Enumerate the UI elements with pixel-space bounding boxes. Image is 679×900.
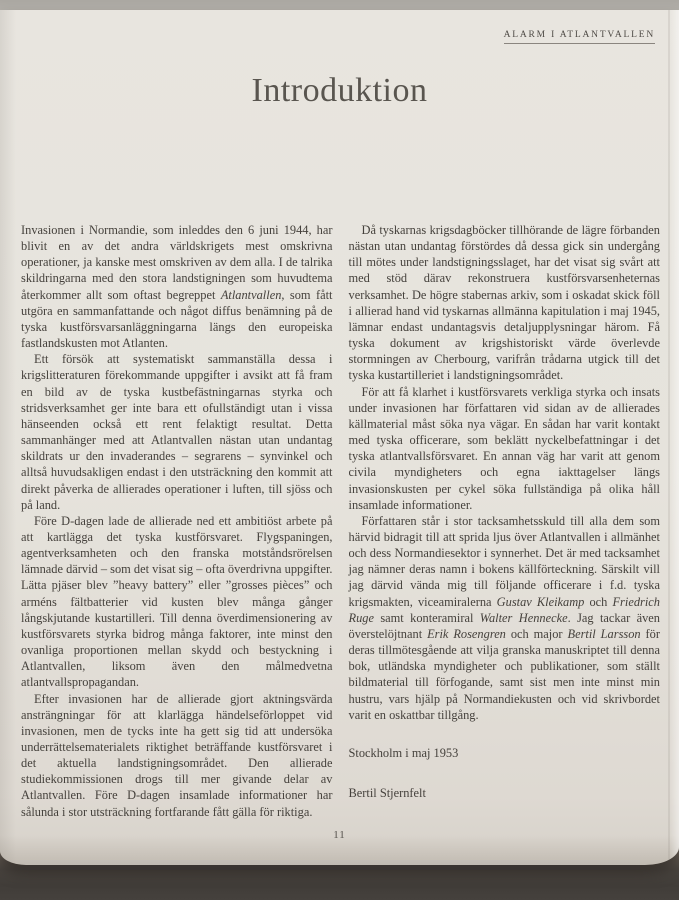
- text-run: och: [584, 594, 613, 609]
- text-run: Invasionen i Normandie, som inleddes den 6 juni 1944, har blivit en av det andra världskrigets mest omskrivna operationer, ja kanske mest omskriven av dem alla. I de talrika skildringarna med den stora landstigningen som huvudtema återkommer allt som oftast begreppet: [21, 223, 333, 302]
- text-run: För att få klarhet i kustförsvarets verkliga styrka och insats under invasionen har författaren vid sidan av de allierades källmaterial måst söka nya vägar. En sådan har varit kontakt med tyska officerare, som beklätt nyckelbefattningar i det tyska atlantvallsförsvaret. En annan väg har varit att genom civila myndigheters och egna iakttagelser längs invasionskusten per cykel söka fullständiga på olika håll insamlade informationer.: [348, 384, 660, 512]
- italic-text-run: Erik Rosengren: [427, 626, 506, 641]
- running-head: ALARM I ATLANTVALLEN: [504, 30, 655, 44]
- italic-text-run: Friedrich Ruge: [348, 594, 660, 625]
- italic-text-run: Walter Hennecke: [479, 610, 568, 625]
- right-column: [349, 222, 661, 820]
- book-page: [0, 10, 679, 865]
- paragraph: [21, 351, 333, 513]
- paragraph: [21, 691, 333, 820]
- signature: Bertil Stjernfelt: [348, 786, 426, 800]
- text-run: och major: [505, 626, 568, 641]
- text-columns: [21, 222, 660, 820]
- paragraph: [349, 384, 661, 513]
- italic-text-run: Bertil Larsson: [567, 626, 641, 641]
- text-run: Före D-dagen lade de allierade ned ett ambitiöst arbete på att kartlägga det tyska kustförsvaret. Flygspaningen, agentverksamheten och den franska motståndsrörelsen lämnade därvid – som det visat sig – ofta överdrivna uppgifter. Lätta pjäser blev ”heavy battery” eller ”grosses pièces” och arméns fältbatterier vid kusten blev många gånger långskjutande kustartilleri. Till denna överdimensionering av kustförsvarets styrka bidrog många faktorer, inte minst den ovanliga proportionen mellan skydd och bestyckning i Atlantvallen, liksom även den målmedvetna atlantvallspropagandan.: [21, 513, 333, 690]
- text-run: samt konteramiral: [373, 610, 480, 625]
- text-run: , som fått utgöra en sammanfattande och något diffus benämning på de tyska kustförsvarsanläggningarna längs den europeiska fastlandskusten mot Atlanten.: [21, 287, 333, 351]
- left-column-paragraphs: [21, 222, 333, 820]
- page-number: 11: [333, 829, 346, 841]
- paragraph: [349, 222, 661, 384]
- paragraph: [21, 513, 333, 691]
- text-run: . Jag tackar även överstelöjtnant: [348, 610, 660, 641]
- italic-text-run: Gustav Kleikamp: [496, 594, 585, 609]
- text-run: Då tyskarnas krigsdagböcker tillhörande de lägre förbanden nästan utan undantag förstördes då dessa gick sin undergång till mötes under landstigningsslaget, har det visat sig svårt att med stöd därav rekonstruera kustförsvarsenheternas verksamhet. De högre stabernas arkiv, som i oskadat skick föll i allierad hand vid tyskarnas allmänna kapitulation i maj 1945, lämnar endast undantagsvis detaljupplysningar härom. Få tyska dokument av krigshistoriskt värde överlevde stormningen av Cherbourg, varifrån trådarna utgick till det tyska kustartilleriet i landstigningsområdet.: [348, 223, 660, 383]
- page-title: Introduktion: [251, 72, 428, 109]
- left-column: [21, 222, 333, 820]
- text-run: Författaren står i stor tacksamhetsskuld till alla dem som härvid bidragit till att sprida ljus över Atlantvallen i allmänhet och dess Normandiesektor i synnerhet. Det är med tacksamhet jag nämner deras namn i bokens källförteckning. Särskilt vill jag därvid vända mig till följande officerare i f.d. tyska krigsmakten, viceamiralerna: [348, 513, 660, 609]
- paragraph: [349, 513, 661, 723]
- dateline: Stockholm i maj 1953: [348, 745, 459, 760]
- text-run: Efter invasionen har de allierade gjort aktningsvärda ansträngningar för att klarlägga händelseförloppet vid invasionen, men de tycks inte ha gett sig tid att undersöka underrättelsematerialets riktighet beträffande kustförsvaret i det aktuella landstigningsområdet. Den allierade studiekommissionen drogs till mer givande delar av Atlantvallen. Före D-dagen insamlade informationer har sålunda i stor utsträckning fortfarande fått gälla för riktiga.: [21, 691, 333, 819]
- text-run: Ett försök att systematiskt sammanställa dessa i krigslitteraturen förekommande uppgifter i avsikt att få fram en bild av de tyska kustbefästningarnas styrka och stridsverksamhet ger inte bara ett ofullständigt utan i vissa hänseenden också ett rent felaktigt resultat. Detta sammanhänger med att Atlantvallen nästan utan undantag skildrats ur den invaderandes – segrarens – synvinkel och alltså huvudsakligen endast i den utsträckning den kommit att direkt påverka de allierades operationer i luften, till sjöss och på land.: [21, 352, 333, 512]
- italic-text-run: Atlantvallen: [220, 287, 282, 302]
- right-column-paragraphs: [349, 222, 661, 723]
- paragraph: [21, 222, 333, 351]
- text-run: för deras tillmötesgående att vilja granska manuskriptet till denna bok, utländska myndigheter och publikationer, som ställt bildmaterial till förfogande, samt sist men inte minst min hustru, vars hjälp på Normandiekusten och vid skrivbordet varit en oskattbar tillgång.: [348, 626, 660, 722]
